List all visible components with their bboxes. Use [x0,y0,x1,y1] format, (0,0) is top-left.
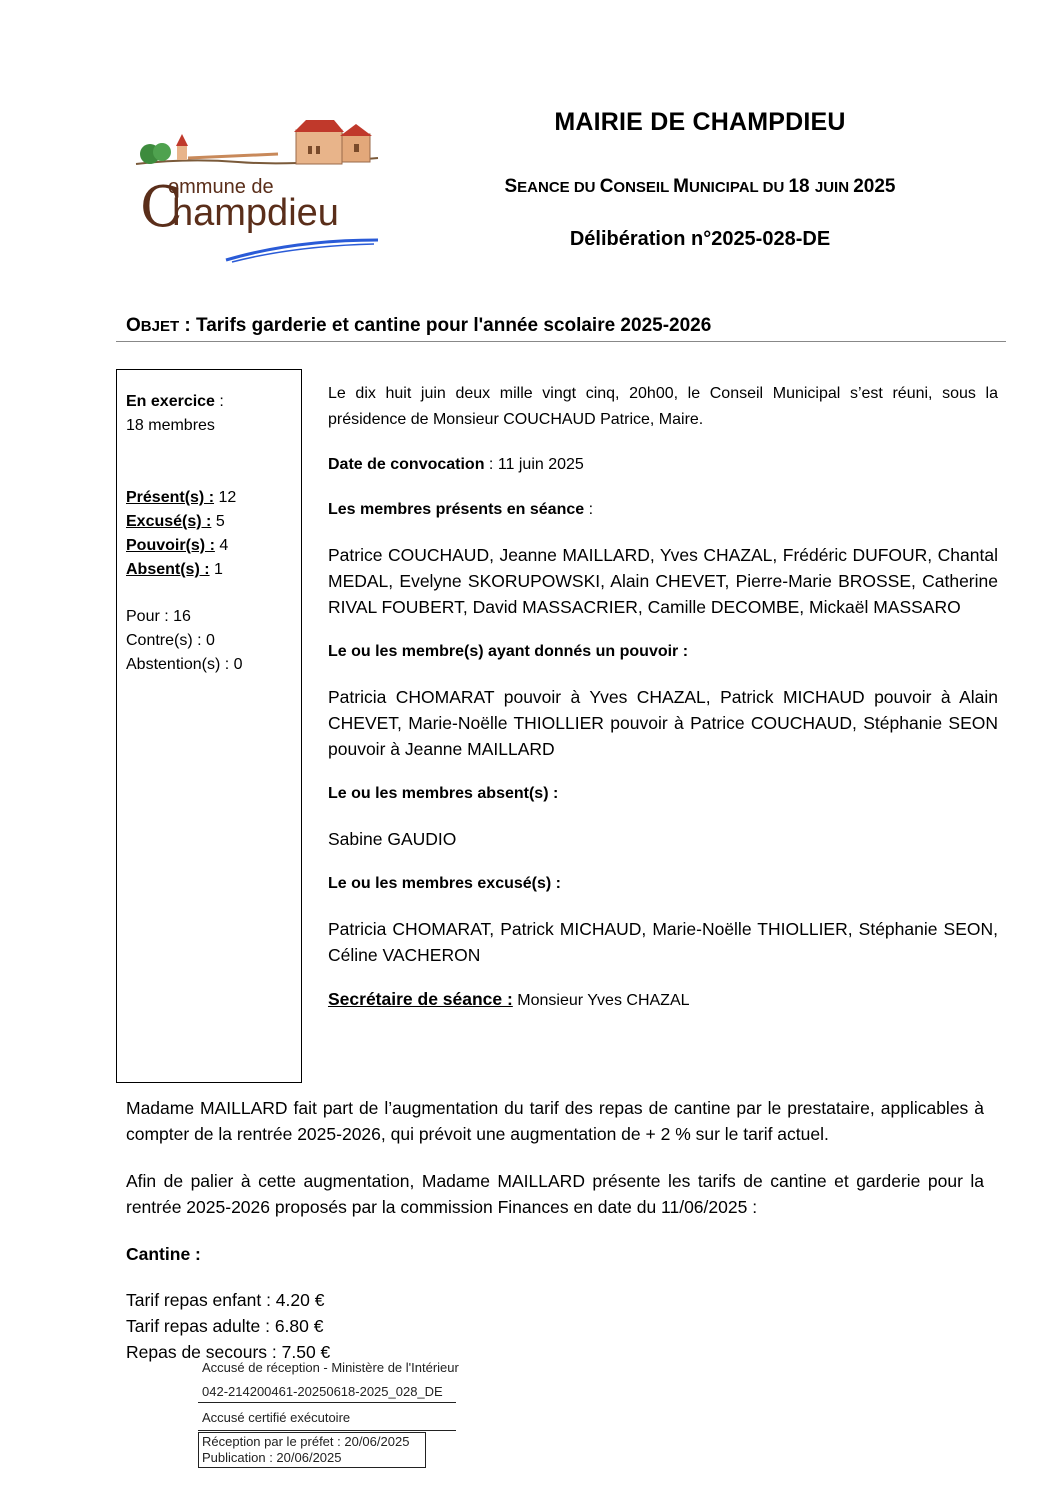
cantine-heading: Cantine : [126,1244,201,1264]
pouvoir-heading: Le ou les membre(s) ayant donnés un pouvoir : [328,643,689,660]
vote-contre: Contre(s) : 0 [126,632,215,649]
excuses-list: Patricia CHOMARAT, Patrick MICHAUD, Marie-Noëlle THIOLLIER, Stéphanie SEON, Céline VACHERON [328,919,998,965]
absents-heading: Le ou les membres absent(s) : [328,785,559,802]
vote-pour: Pour : 16 [126,608,191,625]
vote-summary-box [116,369,302,1083]
stamp-ministry: Accusé de réception - Ministère de l'Intérieur [202,1360,459,1375]
convocation-line: Date de convocation : 11 juin 2025 [328,456,584,473]
excuses-heading: Le ou les membres excusé(s) : [328,875,561,892]
presents-heading: Les membres présents en séance : [328,501,594,518]
excuse-count: Excusé(s) : 5 [126,513,225,530]
intro-text: Le dix huit juin deux mille vingt cinq, 20h00, le Conseil Municipal s’est réuni, sous la présidence de Monsieur COUCHAUD Patrice, Maire. [328,385,998,428]
tarif-adulte: Tarif repas adulte : 6.80 € [126,1316,324,1336]
stamp-publication-date: Publication : 20/06/2025 [202,1450,342,1465]
presents-list: Patrice COUCHAUD, Jeanne MAILLARD, Yves CHAZAL, Frédéric DUFOUR, Chantal MEDAL, Evelyne SKORUPOWSKI, Alain CHEVET, Pierre-Marie BROSSE, Catherine RIVAL FOUBERT, David MASSACRIER, Camille DECOMBE, Mickaël MASSARO [328,545,998,617]
exercice-value: 18 membres [126,417,215,434]
mairie-title: MAIRIE DE CHAMPDIEU [554,108,846,136]
stamp-reception-date: Réception par le préfet : 20/06/2025 [202,1434,410,1449]
objet-text: Tarifs garderie et cantine pour l'année scolaire 2025-2026 [196,315,712,336]
body-paragraph-2: Afin de palier à cette augmentation, Madame MAILLARD présente les tarifs de cantine et garderie pour la rentrée 2025-2026 proposés par la commission Finances en date du 11/06/2025 : [126,1171,984,1217]
pouvoir-list: Patricia CHOMARAT pouvoir à Yves CHAZAL, Patrick MICHAUD pouvoir à Alain CHEVET, Marie-Noëlle THIOLLIER pouvoir à Patrice COUCHAUD, Stéphanie SEON pouvoir à Jeanne MAILLARD [328,687,998,759]
objet-divider [116,341,1006,342]
seance-title: SEANCE DU CONSEIL MUNICIPAL DU 18 JUIN 2025 [504,176,896,197]
deliberation-body [126,1095,984,1365]
logo-swoosh [224,236,380,264]
logo-initial: C [140,175,183,240]
secretaire-line: Secrétaire de séance : Monsieur Yves CHAZAL [328,989,690,1009]
body-paragraph-1: Madame MAILLARD fait part de l’augmentation du tarif des repas de cantine par le prestataire, applicables à compter de la rentrée 2025-2026, qui prévoit une augmentation de + 2 % sur le tarif actuel. [126,1098,984,1144]
tarif-enfant: Tarif repas enfant : 4.20 € [126,1290,325,1310]
absent-count: Absent(s) : 1 [126,561,223,578]
deliberation-number: Délibération n°2025-028-DE [569,228,831,250]
stamp-reference: 042-214200461-20250618-2025_028_DE [202,1384,443,1399]
stamp-certified: Accusé certifié exécutoire [202,1410,351,1425]
vote-abstention: Abstention(s) : 0 [126,656,243,673]
logo-prefix: ommune de [168,176,274,198]
session-details [328,381,998,1014]
pouvoir-count: Pouvoir(s) : 4 [126,537,229,554]
logo-name: hampdieu [172,192,339,234]
absents-list: Sabine GAUDIO [328,829,457,849]
tarif-secours: Repas de secours : 7.50 € [126,1342,331,1362]
objet-heading: OBJET : Tarifs garderie et cantine pour l'année scolaire 2025-2026 [126,315,712,336]
present-count: Présent(s) : 12 [126,489,237,506]
exercice-line: En exercice : [126,393,224,410]
commune-logo [128,118,380,266]
